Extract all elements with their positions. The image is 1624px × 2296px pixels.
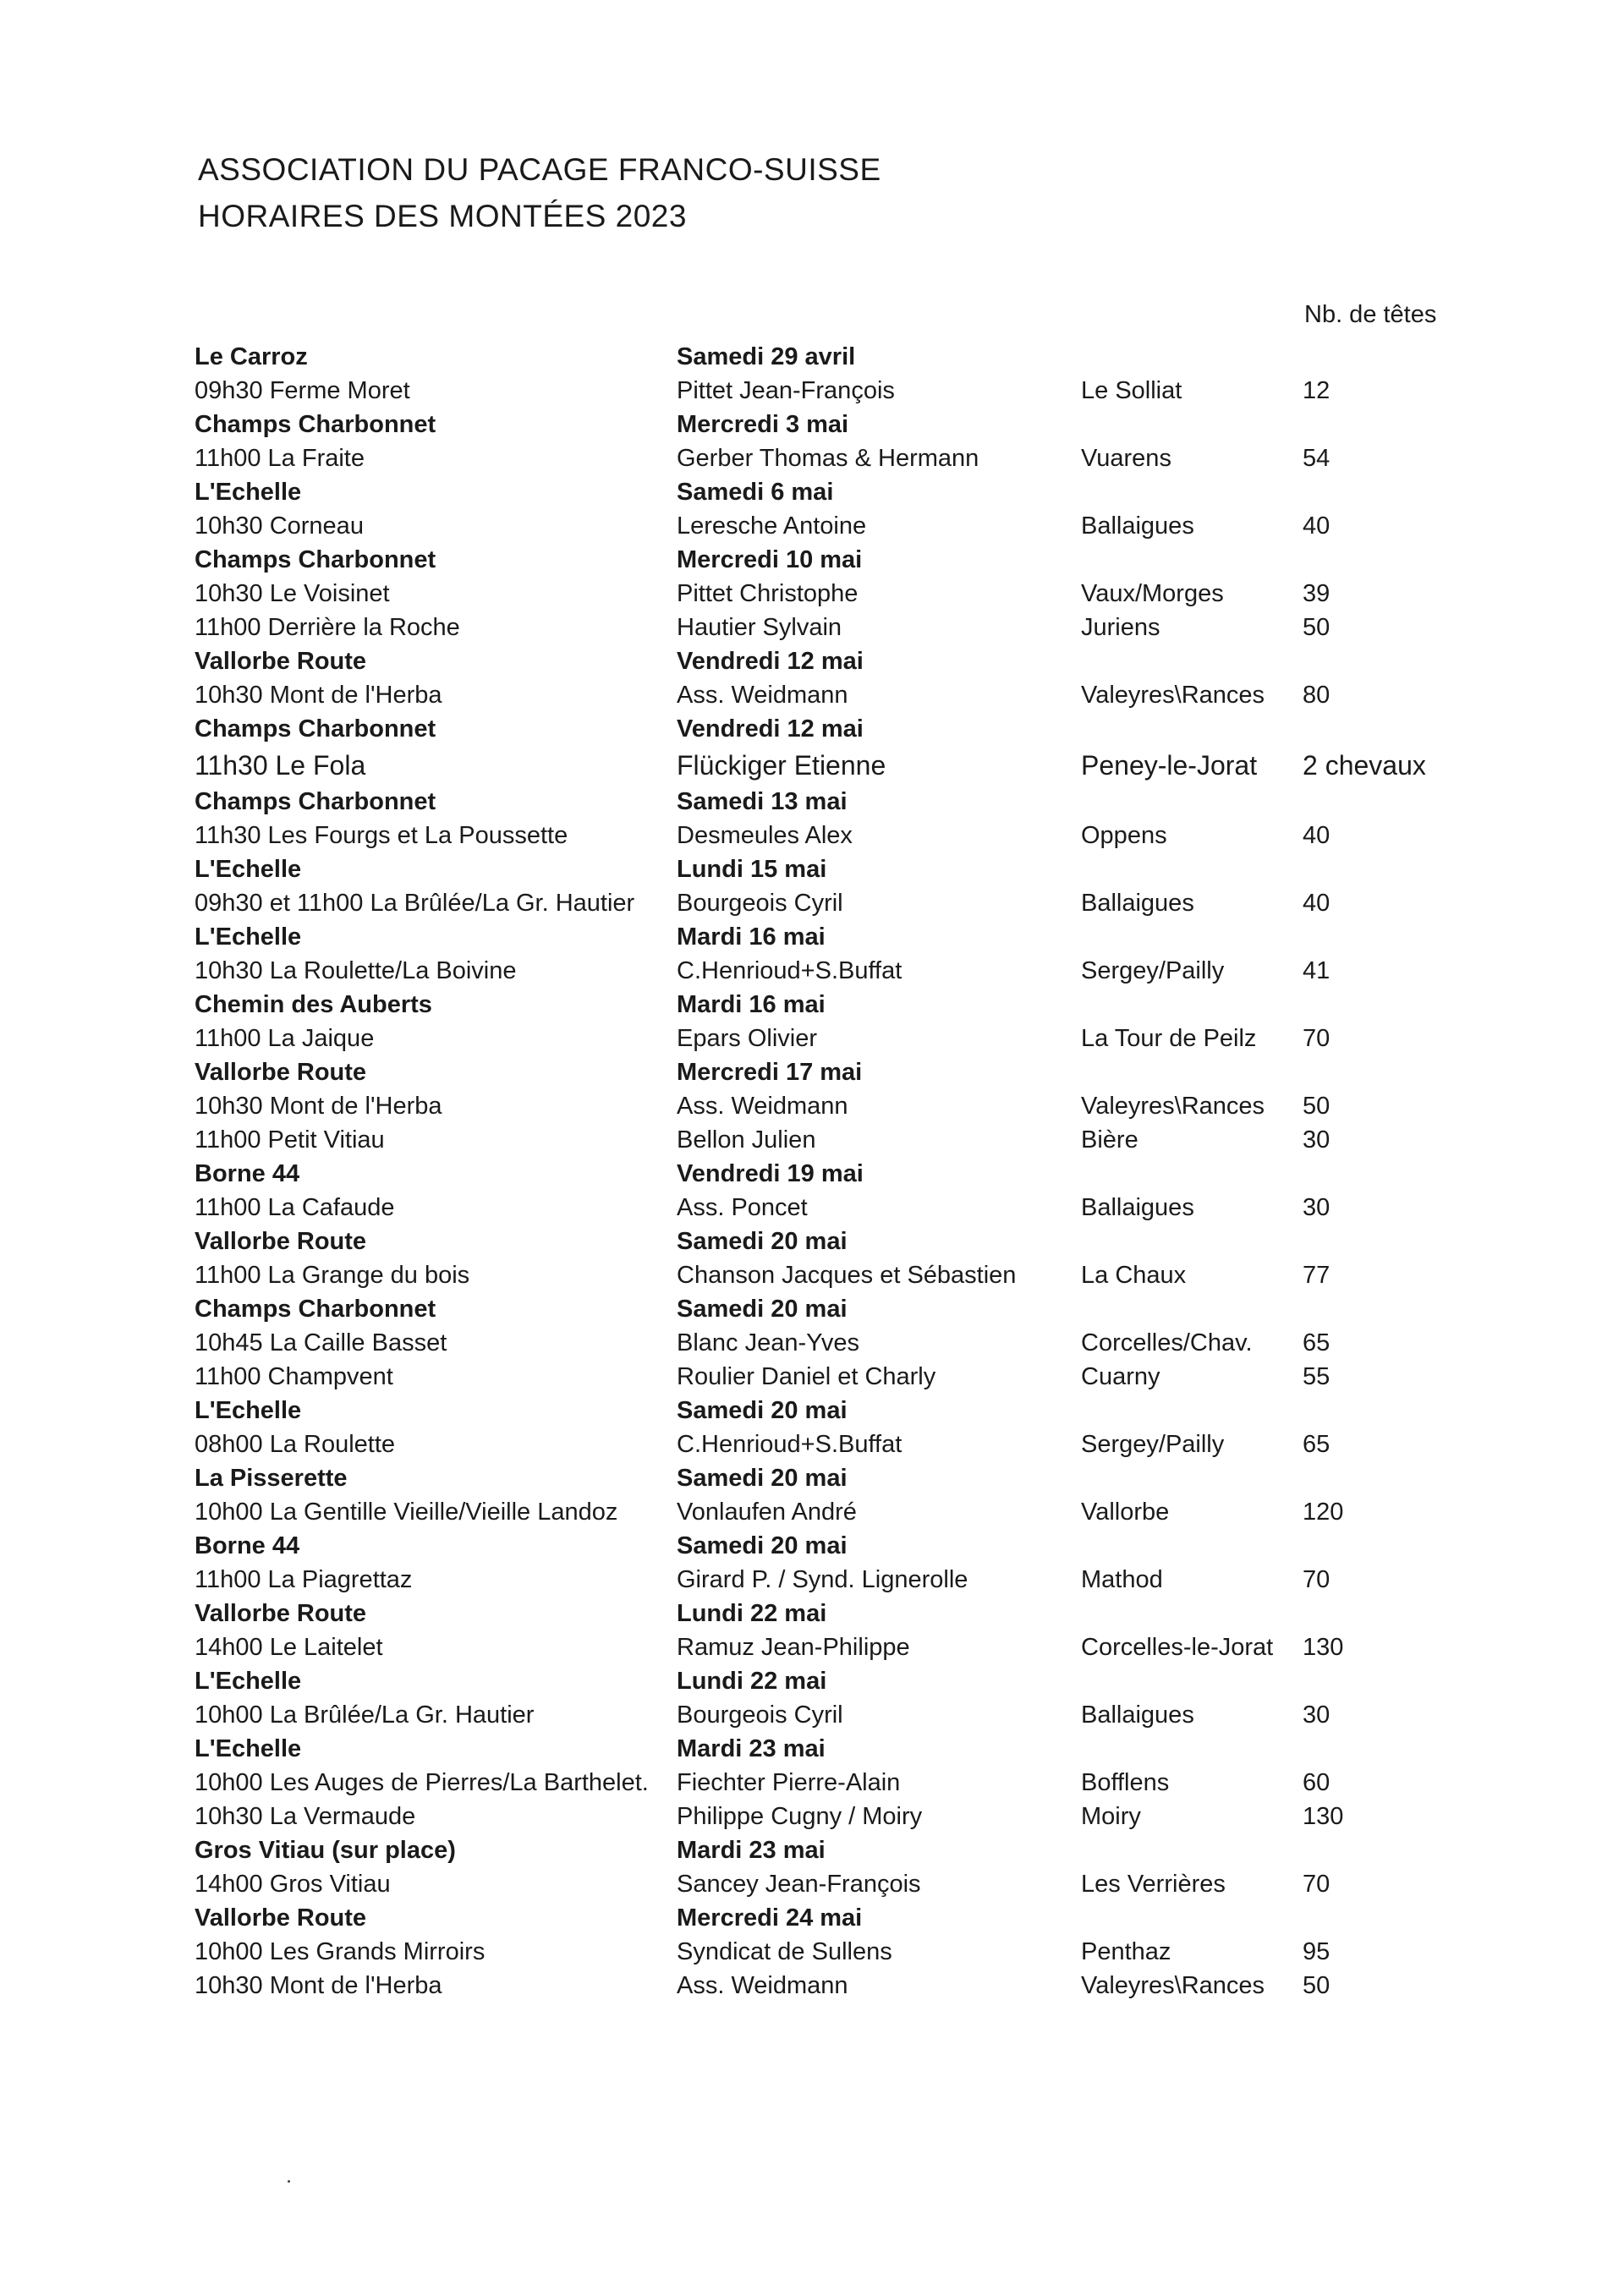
- owner-town: Valeyres\Rances: [1081, 682, 1265, 709]
- head-count: 130: [1303, 1803, 1344, 1830]
- owner-name: Ass. Weidmann: [677, 1972, 848, 1999]
- meeting-point: Vallorbe Route: [195, 1600, 367, 1627]
- time-and-pasture: 11h30 Le Fola: [195, 750, 366, 781]
- date: Vendredi 12 mai: [677, 715, 864, 743]
- head-count: 54: [1303, 445, 1330, 472]
- time-and-pasture: 10h00 La Brûlée/La Gr. Hautier: [195, 1701, 535, 1729]
- head-count: 30: [1303, 1701, 1330, 1729]
- date: Samedi 6 mai: [677, 479, 834, 506]
- owner-town: Vallorbe: [1081, 1499, 1170, 1526]
- entry-row: [0, 1326, 1624, 1360]
- date: Mardi 23 mai: [677, 1735, 826, 1762]
- entry-row: [0, 1935, 1624, 1969]
- meeting-point: Champs Charbonnet: [195, 546, 436, 573]
- owner-town: Oppens: [1081, 822, 1167, 849]
- entry-row: [0, 1022, 1624, 1055]
- head-count: 40: [1303, 890, 1330, 917]
- time-and-pasture: 10h00 Les Grands Mirroirs: [195, 1938, 486, 1965]
- date: Samedi 20 mai: [677, 1532, 848, 1559]
- section-row: [0, 1901, 1624, 1935]
- entry-row: [0, 1698, 1624, 1732]
- entry-row: [0, 678, 1624, 712]
- section-row: [0, 644, 1624, 678]
- document-title-line-2: HORAIRES DES MONTÉES 2023: [198, 199, 687, 233]
- owner-town: Bière: [1081, 1126, 1138, 1153]
- entry-row: [0, 577, 1624, 611]
- owner-name: Gerber Thomas & Hermann: [677, 445, 979, 472]
- head-count: 120: [1303, 1499, 1344, 1526]
- head-count: 50: [1303, 1093, 1330, 1120]
- date: Mercredi 17 mai: [677, 1059, 863, 1086]
- time-and-pasture: 09h30 Ferme Moret: [195, 377, 410, 404]
- head-count: 39: [1303, 580, 1330, 607]
- head-count: 70: [1303, 1871, 1330, 1898]
- time-and-pasture: 10h30 La Vermaude: [195, 1803, 416, 1830]
- owner-name: C.Henrioud+S.Buffat: [677, 1431, 903, 1458]
- document-title-line-1: ASSOCIATION DU PACAGE FRANCO-SUISSE: [198, 152, 881, 187]
- owner-name: Girard P. / Synd. Lignerolle: [677, 1566, 968, 1593]
- entry-row: [0, 1630, 1624, 1664]
- head-count: 12: [1303, 377, 1330, 404]
- owner-town: Moiry: [1081, 1803, 1141, 1830]
- entry-row: [0, 441, 1624, 475]
- time-and-pasture: 10h30 Corneau: [195, 512, 364, 540]
- section-row: [0, 1664, 1624, 1698]
- section-row: [0, 1597, 1624, 1630]
- time-and-pasture: 10h30 Mont de l'Herba: [195, 1093, 442, 1120]
- section-row: [0, 475, 1624, 509]
- meeting-point: Gros Vitiau (sur place): [195, 1837, 456, 1864]
- owner-name: Bourgeois Cyril: [677, 890, 843, 917]
- owner-town: Mathod: [1081, 1566, 1163, 1593]
- entry-row: [0, 1800, 1624, 1833]
- owner-name: Philippe Cugny / Moiry: [677, 1803, 923, 1830]
- meeting-point: La Pisserette: [195, 1465, 348, 1492]
- date: Samedi 20 mai: [677, 1228, 848, 1255]
- date: Samedi 20 mai: [677, 1397, 848, 1424]
- owner-town: Penthaz: [1081, 1938, 1171, 1965]
- meeting-point: L'Echelle: [195, 1397, 302, 1424]
- meeting-point: L'Echelle: [195, 856, 302, 883]
- head-count: 60: [1303, 1769, 1330, 1796]
- meeting-point: Borne 44: [195, 1160, 300, 1187]
- section-row: [0, 988, 1624, 1022]
- date: Lundi 22 mai: [677, 1668, 827, 1695]
- entry-row: [0, 1969, 1624, 2003]
- meeting-point: Champs Charbonnet: [195, 411, 436, 438]
- owner-name: Sancey Jean-François: [677, 1871, 921, 1898]
- owner-name: Ass. Poncet: [677, 1194, 808, 1221]
- head-count: 65: [1303, 1431, 1330, 1458]
- date: Samedi 20 mai: [677, 1296, 848, 1323]
- head-count: 50: [1303, 1972, 1330, 1999]
- entry-row: [0, 1766, 1624, 1800]
- head-count: 77: [1303, 1262, 1330, 1289]
- time-and-pasture: 11h00 La Cafaude: [195, 1194, 395, 1221]
- meeting-point: Vallorbe Route: [195, 1228, 367, 1255]
- head-count: 41: [1303, 957, 1330, 984]
- date: Samedi 29 avril: [677, 343, 856, 370]
- owner-town: Juriens: [1081, 614, 1160, 641]
- owner-name: Ass. Weidmann: [677, 682, 848, 709]
- head-count: 95: [1303, 1938, 1330, 1965]
- entry-row: [0, 1360, 1624, 1394]
- section-row: [0, 1833, 1624, 1867]
- section-row: [0, 785, 1624, 819]
- section-row: [0, 340, 1624, 374]
- owner-name: Bourgeois Cyril: [677, 1701, 843, 1729]
- owner-name: Pittet Christophe: [677, 580, 859, 607]
- owner-name: Ass. Weidmann: [677, 1093, 848, 1120]
- time-and-pasture: 10h00 La Gentille Vieille/Vieille Landoz: [195, 1499, 618, 1526]
- time-and-pasture: 11h00 Derrière la Roche: [195, 614, 460, 641]
- section-row: [0, 1225, 1624, 1258]
- section-row: [0, 1292, 1624, 1326]
- time-and-pasture: 10h00 Les Auges de Pierres/La Barthelet.: [195, 1769, 649, 1796]
- section-row: [0, 920, 1624, 954]
- owner-town: Vaux/Morges: [1081, 580, 1224, 607]
- section-row: [0, 852, 1624, 886]
- section-row: [0, 1157, 1624, 1191]
- owner-town: Peney-le-Jorat: [1081, 750, 1258, 781]
- meeting-point: L'Echelle: [195, 479, 302, 506]
- meeting-point: L'Echelle: [195, 923, 302, 951]
- owner-town: Le Solliat: [1081, 377, 1182, 404]
- time-and-pasture: 10h30 Le Voisinet: [195, 580, 390, 607]
- meeting-point: Champs Charbonnet: [195, 715, 436, 743]
- time-and-pasture: 11h00 La Fraite: [195, 445, 365, 472]
- date: Samedi 20 mai: [677, 1465, 848, 1492]
- time-and-pasture: 09h30 et 11h00 La Brûlée/La Gr. Hautier: [195, 890, 635, 917]
- head-count: 70: [1303, 1025, 1330, 1052]
- head-count: 30: [1303, 1194, 1330, 1221]
- entry-row: [0, 1427, 1624, 1461]
- section-row: [0, 1529, 1624, 1563]
- date: Samedi 13 mai: [677, 788, 848, 815]
- owner-town: Ballaigues: [1081, 1194, 1194, 1221]
- head-count: 40: [1303, 822, 1330, 849]
- owner-town: Les Verrières: [1081, 1871, 1226, 1898]
- date: Lundi 22 mai: [677, 1600, 827, 1627]
- time-and-pasture: 10h30 Mont de l'Herba: [195, 682, 442, 709]
- head-count: 2 chevaux: [1303, 750, 1426, 781]
- time-and-pasture: 14h00 Le Laitelet: [195, 1634, 383, 1661]
- owner-name: Desmeules Alex: [677, 822, 853, 849]
- owner-town: La Tour de Peilz: [1081, 1025, 1257, 1052]
- owner-town: Valeyres\Rances: [1081, 1093, 1265, 1120]
- meeting-point: L'Echelle: [195, 1735, 302, 1762]
- date: Vendredi 12 mai: [677, 648, 864, 675]
- owner-name: Epars Olivier: [677, 1025, 817, 1052]
- owner-town: Ballaigues: [1081, 1701, 1194, 1729]
- date: Mercredi 3 mai: [677, 411, 849, 438]
- owner-name: Roulier Daniel et Charly: [677, 1363, 936, 1390]
- owner-town: La Chaux: [1081, 1262, 1187, 1289]
- entry-row: [0, 1258, 1624, 1292]
- scan-speck: [288, 2180, 290, 2183]
- entry-row: [0, 374, 1624, 408]
- meeting-point: Chemin des Auberts: [195, 991, 432, 1018]
- entry-row: [0, 746, 1624, 785]
- section-row: [0, 1055, 1624, 1089]
- head-count: 130: [1303, 1634, 1344, 1661]
- head-count: 70: [1303, 1566, 1330, 1593]
- owner-town: Ballaigues: [1081, 512, 1194, 540]
- owner-name: Fiechter Pierre-Alain: [677, 1769, 901, 1796]
- meeting-point: Champs Charbonnet: [195, 1296, 436, 1323]
- time-and-pasture: 10h30 La Roulette/La Boivine: [195, 957, 517, 984]
- owner-name: Vonlaufen André: [677, 1499, 857, 1526]
- date: Lundi 15 mai: [677, 856, 827, 883]
- owner-town: Cuarny: [1081, 1363, 1160, 1390]
- head-count: 65: [1303, 1329, 1330, 1356]
- owner-name: Hautier Sylvain: [677, 614, 842, 641]
- time-and-pasture: 11h30 Les Fourgs et La Poussette: [195, 822, 568, 849]
- section-row: [0, 1732, 1624, 1766]
- entry-row: [0, 819, 1624, 852]
- entry-row: [0, 1089, 1624, 1123]
- section-row: [0, 1461, 1624, 1495]
- date: Vendredi 19 mai: [677, 1160, 864, 1187]
- owner-name: Pittet Jean-François: [677, 377, 895, 404]
- meeting-point: Vallorbe Route: [195, 1904, 367, 1932]
- owner-town: Sergey/Pailly: [1081, 957, 1225, 984]
- date: Mercredi 10 mai: [677, 546, 863, 573]
- entry-row: [0, 1563, 1624, 1597]
- owner-name: Syndicat de Sullens: [677, 1938, 892, 1965]
- owner-town: Bofflens: [1081, 1769, 1170, 1796]
- head-count: 30: [1303, 1126, 1330, 1153]
- owner-name: C.Henrioud+S.Buffat: [677, 957, 903, 984]
- meeting-point: Borne 44: [195, 1532, 300, 1559]
- entry-row: [0, 1867, 1624, 1901]
- date: Mardi 16 mai: [677, 991, 826, 1018]
- time-and-pasture: 10h30 Mont de l'Herba: [195, 1972, 442, 1999]
- head-count: 80: [1303, 682, 1330, 709]
- entry-row: [0, 1495, 1624, 1529]
- entry-row: [0, 1123, 1624, 1157]
- section-row: [0, 543, 1624, 577]
- section-row: [0, 712, 1624, 746]
- time-and-pasture: 11h00 La Grange du bois: [195, 1262, 470, 1289]
- meeting-point: Vallorbe Route: [195, 1059, 367, 1086]
- owner-town: Valeyres\Rances: [1081, 1972, 1265, 1999]
- entry-row: [0, 1191, 1624, 1225]
- owner-name: Chanson Jacques et Sébastien: [677, 1262, 1017, 1289]
- time-and-pasture: 11h00 La Piagrettaz: [195, 1566, 413, 1593]
- entry-row: [0, 611, 1624, 644]
- date: Mercredi 24 mai: [677, 1904, 863, 1932]
- owner-town: Vuarens: [1081, 445, 1171, 472]
- owner-name: Blanc Jean-Yves: [677, 1329, 860, 1356]
- meeting-point: Le Carroz: [195, 343, 308, 370]
- owner-name: Leresche Antoine: [677, 512, 867, 540]
- head-count: 40: [1303, 512, 1330, 540]
- owner-name: Flückiger Etienne: [677, 750, 886, 781]
- entry-row: [0, 886, 1624, 920]
- section-row: [0, 1394, 1624, 1427]
- meeting-point: Champs Charbonnet: [195, 788, 436, 815]
- time-and-pasture: 11h00 La Jaique: [195, 1025, 375, 1052]
- head-count: 55: [1303, 1363, 1330, 1390]
- owner-town: Sergey/Pailly: [1081, 1431, 1225, 1458]
- meeting-point: L'Echelle: [195, 1668, 302, 1695]
- time-and-pasture: 10h45 La Caille Basset: [195, 1329, 447, 1356]
- time-and-pasture: 11h00 Champvent: [195, 1363, 393, 1390]
- schedule-list: [0, 340, 1624, 2003]
- owner-town: Corcelles-le-Jorat: [1081, 1634, 1274, 1661]
- time-and-pasture: 14h00 Gros Vitiau: [195, 1871, 391, 1898]
- date: Mardi 23 mai: [677, 1837, 826, 1864]
- date: Mardi 16 mai: [677, 923, 826, 951]
- section-row: [0, 408, 1624, 441]
- time-and-pasture: 11h00 Petit Vitiau: [195, 1126, 385, 1153]
- owner-town: Ballaigues: [1081, 890, 1194, 917]
- owner-town: Corcelles/Chav.: [1081, 1329, 1253, 1356]
- owner-name: Ramuz Jean-Philippe: [677, 1634, 910, 1661]
- meeting-point: Vallorbe Route: [195, 648, 367, 675]
- head-count: 50: [1303, 614, 1330, 641]
- entry-row: [0, 954, 1624, 988]
- head-count-column-header: Nb. de têtes: [1304, 301, 1437, 328]
- time-and-pasture: 08h00 La Roulette: [195, 1431, 396, 1458]
- entry-row: [0, 509, 1624, 543]
- owner-name: Bellon Julien: [677, 1126, 816, 1153]
